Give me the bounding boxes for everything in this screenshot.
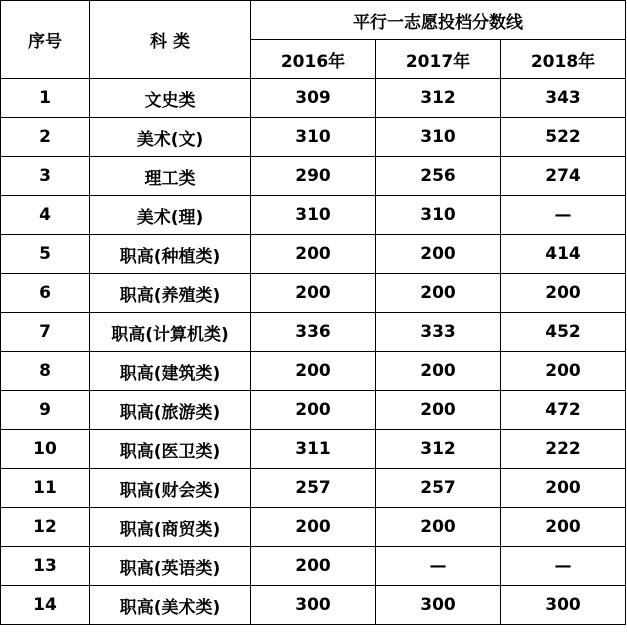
cell-category: 职高(商贸类) [90, 508, 251, 547]
cell-2016: 257 [251, 469, 376, 508]
cell-2017: 312 [376, 79, 501, 118]
header-category: 科 类 [90, 1, 251, 79]
cell-no: 9 [1, 391, 90, 430]
cell-2016: 310 [251, 118, 376, 157]
header-row-group [1, 1, 626, 40]
cell-no: 2 [1, 118, 90, 157]
cell-2017: 310 [376, 196, 501, 235]
table-row [1, 352, 626, 391]
cell-no: 5 [1, 235, 90, 274]
cell-category: 职高(医卫类) [90, 430, 251, 469]
cell-no: 11 [1, 469, 90, 508]
table-row [1, 430, 626, 469]
table-row [1, 196, 626, 235]
cell-no: 1 [1, 79, 90, 118]
cell-2016: 309 [251, 79, 376, 118]
cell-no: 14 [1, 586, 90, 625]
table-row [1, 79, 626, 118]
table-row [1, 118, 626, 157]
table-body [1, 79, 626, 625]
cell-2018: 343 [501, 79, 626, 118]
cell-2018: 452 [501, 313, 626, 352]
cell-2018: 200 [501, 352, 626, 391]
table-row [1, 313, 626, 352]
cell-category: 职高(美术类) [90, 586, 251, 625]
cell-no: 12 [1, 508, 90, 547]
cell-2018: 300 [501, 586, 626, 625]
cell-no: 10 [1, 430, 90, 469]
table-row [1, 235, 626, 274]
cell-2016: 336 [251, 313, 376, 352]
header-year-2017: 2017年 [376, 40, 501, 79]
cell-2017: 310 [376, 118, 501, 157]
header-year-2016: 2016年 [251, 40, 376, 79]
cell-2016: 200 [251, 547, 376, 586]
table-row [1, 157, 626, 196]
cell-2017: 200 [376, 274, 501, 313]
cell-no: 4 [1, 196, 90, 235]
header-seq: 序号 [1, 1, 90, 79]
cell-2016: 200 [251, 274, 376, 313]
cell-2018: 274 [501, 157, 626, 196]
table-row [1, 547, 626, 586]
cell-2018: — [501, 547, 626, 586]
cell-2017: 200 [376, 508, 501, 547]
cell-2017: 200 [376, 235, 501, 274]
cell-category: 职高(财会类) [90, 469, 251, 508]
cell-2017: 333 [376, 313, 501, 352]
cell-2018: 414 [501, 235, 626, 274]
cell-no: 13 [1, 547, 90, 586]
cell-2017: 300 [376, 586, 501, 625]
table-row [1, 508, 626, 547]
cell-category: 美术(文) [90, 118, 251, 157]
cell-2016: 200 [251, 508, 376, 547]
cell-category: 职高(种植类) [90, 235, 251, 274]
table-row [1, 274, 626, 313]
cell-2018: — [501, 196, 626, 235]
cell-2016: 290 [251, 157, 376, 196]
cell-2018: 472 [501, 391, 626, 430]
cell-2016: 200 [251, 235, 376, 274]
cell-no: 3 [1, 157, 90, 196]
header-score-group: 平行一志愿投档分数线 [251, 1, 626, 40]
cell-2017: — [376, 547, 501, 586]
cell-2018: 522 [501, 118, 626, 157]
table-row [1, 586, 626, 625]
cell-2017: 256 [376, 157, 501, 196]
cell-category: 美术(理) [90, 196, 251, 235]
cell-category: 职高(养殖类) [90, 274, 251, 313]
cell-2017: 312 [376, 430, 501, 469]
cell-no: 7 [1, 313, 90, 352]
cell-category: 职高(英语类) [90, 547, 251, 586]
cell-category: 职高(计算机类) [90, 313, 251, 352]
table-row [1, 469, 626, 508]
cell-2018: 200 [501, 508, 626, 547]
cell-2017: 200 [376, 352, 501, 391]
cell-2018: 222 [501, 430, 626, 469]
cell-2016: 310 [251, 196, 376, 235]
table-row [1, 391, 626, 430]
cell-2016: 200 [251, 352, 376, 391]
cell-category: 理工类 [90, 157, 251, 196]
cell-2017: 257 [376, 469, 501, 508]
cell-no: 8 [1, 352, 90, 391]
cell-category: 文史类 [90, 79, 251, 118]
cell-2016: 200 [251, 391, 376, 430]
cell-category: 职高(旅游类) [90, 391, 251, 430]
cell-2016: 311 [251, 430, 376, 469]
cell-2017: 200 [376, 391, 501, 430]
cell-category: 职高(建筑类) [90, 352, 251, 391]
cell-2018: 200 [501, 469, 626, 508]
cell-2018: 200 [501, 274, 626, 313]
cell-no: 6 [1, 274, 90, 313]
header-year-2018: 2018年 [501, 40, 626, 79]
cell-2016: 300 [251, 586, 376, 625]
